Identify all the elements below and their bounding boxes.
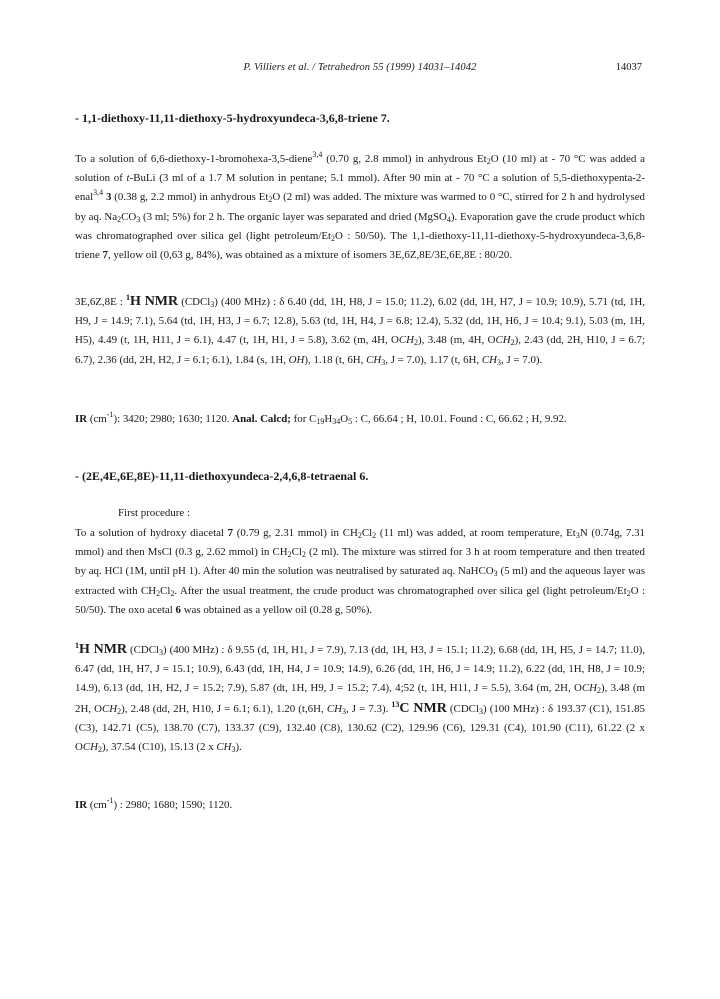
running-head: P. Villiers et al. / Tetrahedron 55 (1999) 14031–14042 <box>243 62 477 73</box>
procedure-label: First procedure : <box>118 507 190 519</box>
page-number: 14037 <box>615 62 642 73</box>
paragraph-compound-7-ir: IR $(cm^{-1})$: 3420; 2980; 1630; 1120. Anal. Calcd; for $C_{19}H_{34}O_5$ : C, 66.64 ; H, 10.01. Found : C, 66.62 ; H, 9.92. <box>75 410 567 426</box>
paragraph-compound-7-synthesis: To a solution of 6,6-diethoxy-1-bromohexa-3,5-diene$^{3,4}$ (0.70 g, 2.8 mmol) in anhydrous $Et_2O$ (10 ml) at - 70 °C was added a solution of t-BuLi (3 ml of a 1.7 M solution in pentane; 5.1 mmol). After 90 min at - 70 °C a solution of 5,5-diethoxypenta-2-enal$^{3,4}$ 3 (0.38 g, 2.2 mmol) in anhydrous $Et_2O$ (2 ml) was added. The mixture was warmed to 0 °C, stirred for 2 h and hydrolysed by aq. $Na_2CO_3$ (3 ml; 5%) for 2 h. The organic layer was separated and dried (MgSO$_4$). Evaporation gave the crude product which was chromatographed over silica gel (light petroleum/$Et_2O$ : 50/50). The 1,1-diethoxy-11,11-diethoxy-5-hydroxyundeca-3,6,8-triene 7, yellow oil (0,63 g, 84%), was obtained as a mixture of isomers 3E,6Z,8E/3E,6E,8E : 80/20. <box>75 150 646 262</box>
paragraph-compound-6-nmr: $^1$H NMR (CDCl$_3$) (400 MHz) : δ 9.55 (d, 1H, H1, J = 7.9), 7.13 (dd, 1H, H3, J = 15.1; 11.2), 6.68 (dd, 1H, H5, J = 14.7; 11.0), 6.47 (dd, 1H, H7, J = 15.1; 10.9), 6.43 (dd, 1H, H4, J = 10.9; 14.9), 6.26 (dd, 1H, H6, J = 14.9; 11.2), 6.22 (dd, 1H, H8, J = 10.9; 14.9), 6.13 (dd, 1H, H2, J = 15.2; 7.9), 5.87 (dt, 1H, H9, J = 15.2; 7.4), 4;52 (t, 1H, H11, J = 5.5), 3.64 (m, 2H, $OCH_2$), 3.48 (m 2H, $OCH_2$), 2.48 (dd, 2H, H10, J = 6.1; 6.1), 1.20 (t,6H, $CH_3$, J = 7.3). $^{13}$C NMR (CDCl$_3$) (100 MHz) : δ 193.37 (C1), 151.85 (C3), 142.71 (C5), 138.70 (C7), 133.37 (C9), 132.40 (C8), 130.62 (C2), 129.96 (C6), 129.31 (C4), 101.90 (C11), 61.22 (2 x $OCH_2$), 37.54 (C10), 15.13 (2 x $CH_3$). <box>75 641 645 755</box>
section-heading-compound-6: - (2E,4E,6E,8E)-11,11-diethoxyundeca-2,4,6,8-tetraenal 6. <box>75 469 369 483</box>
paragraph-compound-6-ir: IR $(cm^{-1})$ : 2980; 1680; 1590; 1120. <box>75 796 233 811</box>
running-header <box>0 62 720 78</box>
paragraph-compound-7-nmr: 3E,6Z,8E : $^1$H NMR (CDCl$_3$) (400 MHz) : δ 6.40 (dd, 1H, H8, J = 15.0; 11.2), 6.02 (dd, 1H, H7, J = 10.9; 10.9), 5.71 (td, 1H, H9, J = 14.9; 7.1), 5.64 (td, 1H, H3, J = 6.7; 12.8), 5.63 (td, 1H, H4, J = 6.8; 12.4), 5.32 (dd, 1H, H6, J = 10.4; 9.1), 5.03 (m, 1H, H5), 4.49 (t, 1H, H11, J = 6.1), 4.47 (t, 1H, H1, J = 5.8), 3.62 (m, 4H, $OCH_2$), 3.48 (m, 4H, $OCH_2$), 2.43 (dd, 2H, H10, J = 6.7; 6.7), 2.36 (dd, 2H, H2, J = 6.1; 6.1), 1.84 (s, 1H, OH), 1.18 (t, 6H, $CH_3$, J = 7.0), 1.17 (t, 6H, $CH_3$, J = 7.0). <box>75 293 645 367</box>
section-heading-compound-7: - 1,1-diethoxy-11,11-diethoxy-5-hydroxyundeca-3,6,8-triene 7. <box>75 111 390 125</box>
paragraph-compound-6-synthesis: To a solution of hydroxy diacetal 7 (0.79 g, 2.31 mmol) in $CH_2Cl_2$ (11 ml) was added, at room temperature, $Et_3N$ (0.74g, 7.31 mmol) and then MsCl (0.3 g, 2.62 mmol) in $CH_2Cl_2$ (2 ml). The mixture was stirred for 3 h at room temperature and then treated by aq. HCl (1M, until pH 1). After 40 min the solution was neutralised by saturated aq. NaHCO$_3$ (5 ml) and the aqueous layer was extracted with $CH_2Cl_2$. After the usual treatment, the crude product was chromatographed over silica gel (light petroleum/$Et_2O$ : 50/50). The oxo acetal 6 was obtained as a yellow oil (0.28 g, 50%). <box>75 527 645 616</box>
